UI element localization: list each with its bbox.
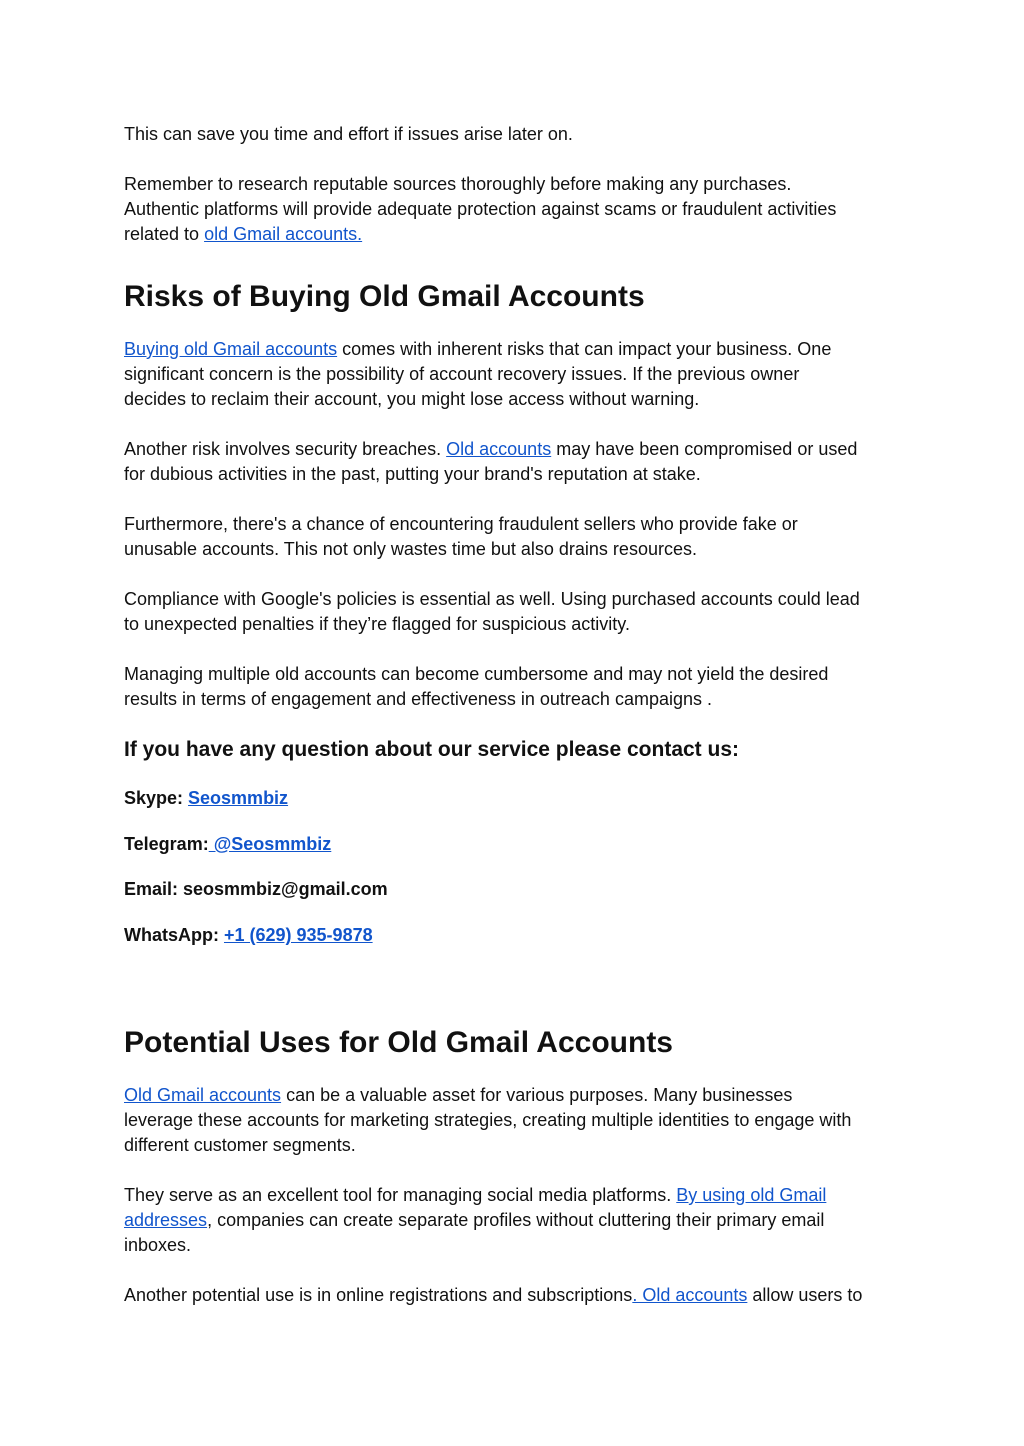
risks-p2-after: may have been compromised or used: [551, 439, 858, 459]
uses-p2-text: They serve as an excellent tool for managing social media platforms.: [124, 1185, 677, 1205]
uses-p1-line-1: [124, 1083, 914, 1108]
risks-p1-line-2: significant concern is the possibility of account recovery issues. If the previous owner: [124, 364, 800, 384]
whatsapp-label: WhatsApp:: [124, 925, 224, 945]
uses-p2-text-2: , companies can create separate profiles without cluttering their primary email: [207, 1210, 825, 1230]
risks-p3-line-1: Furthermore, there's a chance of encountering fraudulent sellers who provide fake or: [124, 514, 798, 534]
risks-p5-line-1: Managing multiple old accounts can become cumbersome and may not yield the desired: [124, 664, 829, 684]
risks-p4-line-2: to unexpected penalties if they’re flagged for suspicious activity.: [124, 614, 630, 634]
telegram-link[interactable]: @Seosmmbiz: [208, 834, 332, 854]
uses-p2-line-2: [124, 1208, 914, 1233]
contact-skype: [124, 786, 288, 810]
risks-heading: Risks of Buying Old Gmail Accounts: [124, 280, 645, 313]
uses-p3-text: Another potential use is in online registrations and subscriptions: [124, 1285, 633, 1305]
risks-p2-line-2: for dubious activities in the past, putting your brand's reputation at stake.: [124, 464, 701, 484]
contact-heading: If you have any question about our service please contact us:: [124, 738, 739, 761]
risks-paragraph-5: [124, 662, 914, 712]
uses-paragraph-1: [124, 1083, 914, 1158]
risks-p5-line-2: results in terms of engagement and effectiveness in outreach campaigns .: [124, 689, 712, 709]
risks-p4-line-1: Compliance with Google's policies is essential as well. Using purchased accounts could lead: [124, 589, 860, 609]
intro-paragraph-1: [124, 122, 914, 147]
risks-p2-text: Another risk involves security breaches.: [124, 439, 447, 459]
intro-p2-line-2: Authentic platforms will provide adequate protection against scams or fraudulent activities: [124, 199, 837, 219]
uses-p1-text: can be a valuable asset for various purposes. Many businesses: [281, 1085, 793, 1105]
uses-p1-line-3: different customer segments.: [124, 1135, 356, 1155]
uses-paragraph-2: [124, 1183, 914, 1258]
intro-p2-text: related to: [124, 224, 205, 244]
risks-paragraph-2: [124, 437, 914, 487]
intro-paragraph-2: [124, 172, 914, 247]
risks-p1-text: comes with inherent risks that can impact your business. One: [337, 339, 832, 359]
telegram-label: Telegram:: [124, 834, 209, 854]
uses-p3-after: allow users to: [747, 1285, 863, 1305]
contact-telegram: [124, 832, 331, 856]
uses-p3-line-1: [124, 1283, 914, 1308]
uses-paragraph-3: [124, 1283, 914, 1308]
whatsapp-link[interactable]: +1 (629) 935-9878: [223, 925, 373, 945]
contact-email: Email: seosmmbiz@gmail.com: [124, 879, 388, 899]
contact-whatsapp: [124, 923, 373, 947]
risks-paragraph-4: [124, 587, 914, 637]
intro-p1-line: This can save you time and effort if issues arise later on.: [124, 124, 573, 144]
risks-paragraph-3: [124, 512, 914, 562]
addresses-link[interactable]: addresses: [124, 1210, 208, 1230]
by-using-old-gmail-link[interactable]: By using old Gmail: [676, 1185, 827, 1205]
uses-p2-line-3: inboxes.: [124, 1235, 192, 1255]
risks-p1-line-1: [124, 337, 914, 362]
risks-p1-line-3: decides to reclaim their account, you might lose access without warning.: [124, 389, 700, 409]
uses-heading: Potential Uses for Old Gmail Accounts: [124, 1026, 673, 1059]
old-gmail-accounts-link-2[interactable]: Old Gmail accounts: [124, 1085, 282, 1105]
skype-label: Skype:: [124, 788, 189, 808]
buying-old-gmail-accounts-link[interactable]: Buying old Gmail accounts: [124, 339, 338, 359]
risks-p2-line-1: [124, 437, 914, 462]
skype-link[interactable]: Seosmmbiz: [188, 788, 289, 808]
uses-p1-line-2: leverage these accounts for marketing strategies, creating multiple identities to engage with: [124, 1110, 852, 1130]
risks-paragraph-1: [124, 337, 914, 412]
old-accounts-link-2[interactable]: . Old accounts: [632, 1285, 748, 1305]
old-accounts-link[interactable]: Old accounts: [446, 439, 552, 459]
intro-p2-line-3: [124, 222, 914, 247]
old-gmail-accounts-link[interactable]: old Gmail accounts.: [204, 224, 363, 244]
risks-p3-line-2: unusable accounts. This not only wastes time but also drains resources.: [124, 539, 697, 559]
uses-p2-line-1: [124, 1183, 914, 1208]
intro-p2-line-1: Remember to research reputable sources thoroughly before making any purchases.: [124, 174, 792, 194]
